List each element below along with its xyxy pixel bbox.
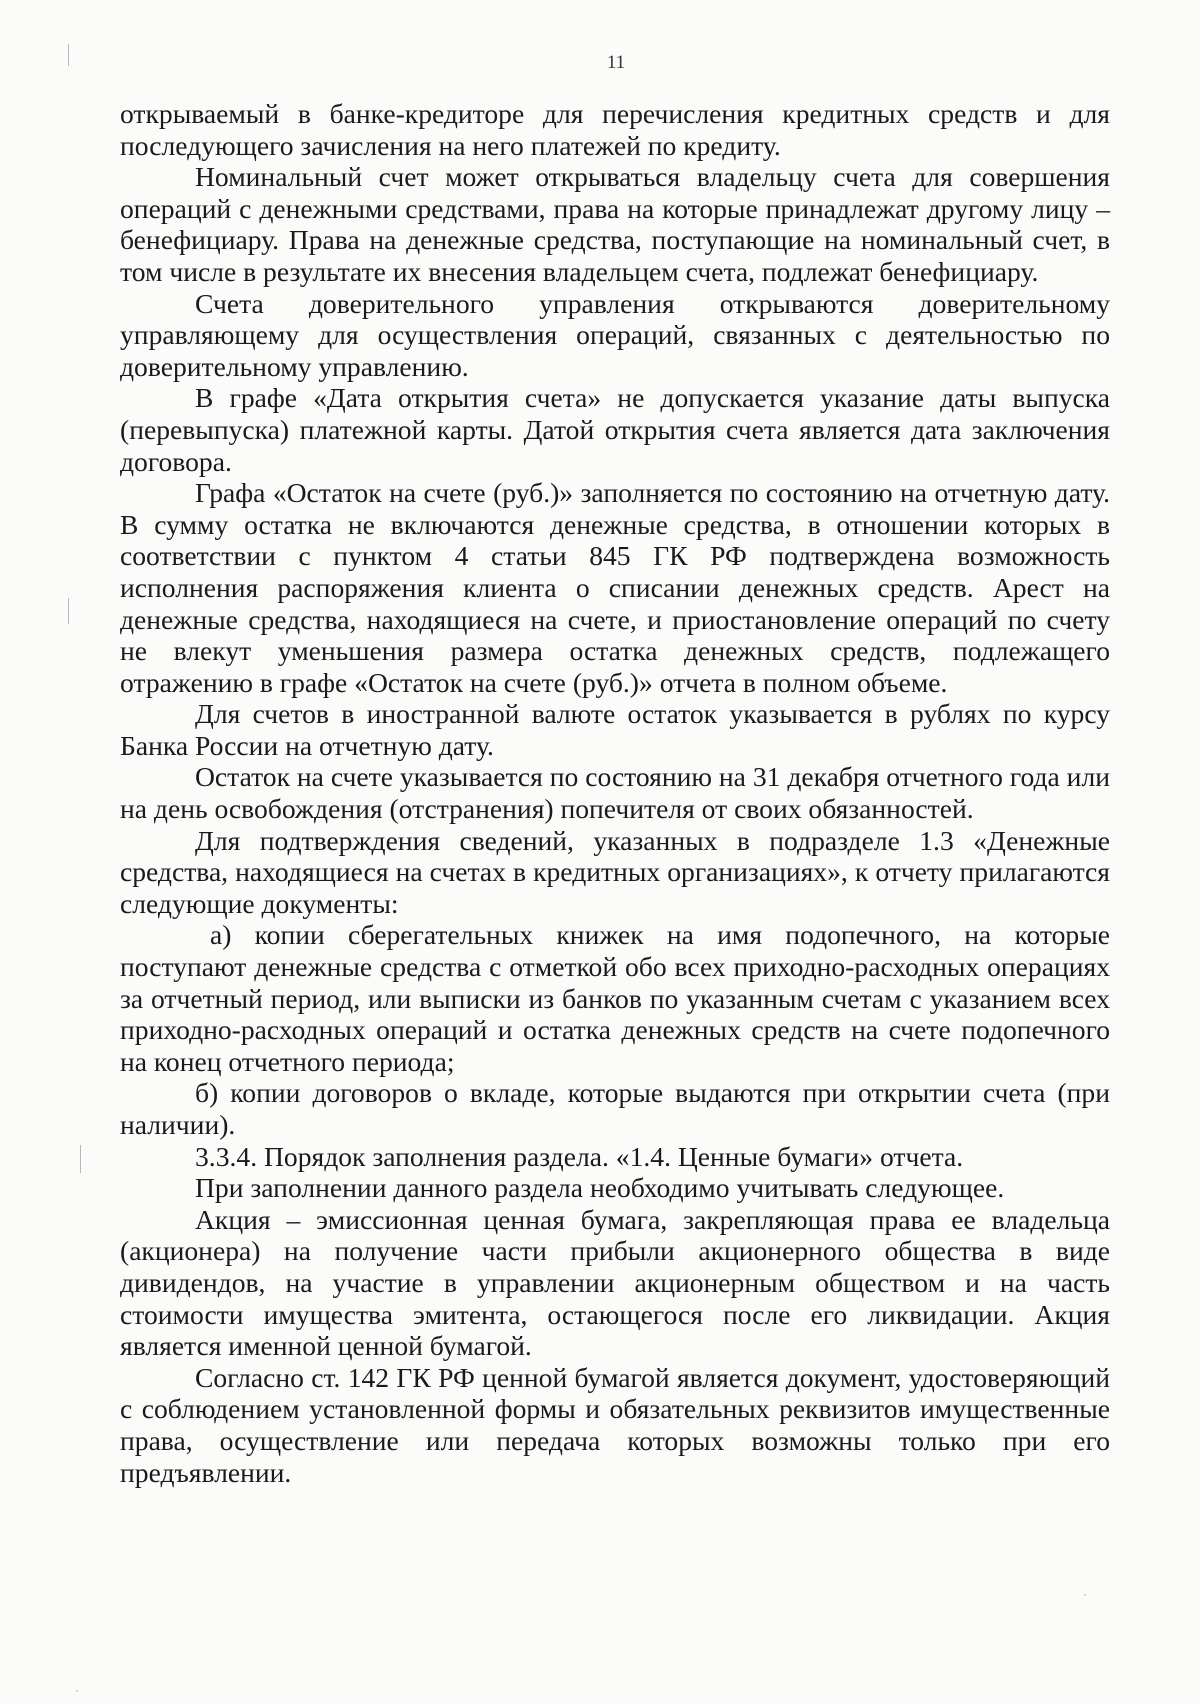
paragraph: Для счетов в иностранной валюте остаток указывается в рублях по курсу Банка России на отчетную дату. [120, 698, 1110, 761]
paragraph: Номинальный счет может открываться владельцу счета для совершения операций с денежными средствами, права на которые принадлежат другому лицу – бенефициару. Права на денежные средства, поступающие на номинальный счет, в том числе в результате их внесения владельцем счета, подлежат бенефициару. [120, 161, 1110, 287]
paragraph: Согласно ст. 142 ГК РФ ценной бумагой является документ, удостоверяющий с соблюдением установленной формы и обязательных реквизитов имущественные права, осуществление или передача которых возможны только при его предъявлении. [120, 1361, 1110, 1488]
document-body [120, 98, 1110, 1488]
paragraph: Акция – эмиссионная ценная бумага, закрепляющая права ее владельца (акционера) на получение части прибыли акционерного общества в виде дивидендов, на участие в управлении акционерным обществом и на часть стоимости имущества эмитента, остающегося после его ликвидации. Акция является именной ценной бумагой. [120, 1203, 1110, 1362]
paragraph: В графе «Дата открытия счета» не допускается указание даты выпуска (перевыпуска) платежной карты. Датой открытия счета является дата заключения договора. [120, 382, 1110, 477]
paragraph: Остаток на счете указывается по состоянию на 31 декабря отчетного года или на день освобождения (отстранения) попечителя от своих обязанностей. [120, 761, 1110, 825]
paragraph: открываемый в банке-кредиторе для перечисления кредитных средств и для последующего зачисления на него платежей по кредиту. [120, 98, 1110, 161]
list-item: б) копии договоров о вкладе, которые выдаются при открытии счета (при наличии). [120, 1077, 1110, 1140]
paragraph: Графа «Остаток на счете (руб.)» заполняется по состоянию на отчетную дату. В сумму остатка не включаются денежные средства, в отношении которых в соответствии с пунктом 4 статьи 845 ГК РФ подтверждена возможность исполнения распоряжения клиента о списании денежных средств. Арест на денежные средства, находящиеся на счете, и приостановление операций по счету не влекут уменьшения размера остатка денежных средств, подлежащего отражению в графе «Остаток на счете (руб.)» отчета в полном объеме. [120, 477, 1110, 698]
scan-speck [1084, 1594, 1086, 1596]
scan-edge-mark [68, 598, 69, 624]
page-number: 11 [606, 52, 626, 73]
list-item: а) копии сберегательных книжек на имя подопечного, на которые поступают денежные средства с отметкой обо всех приходно-расходных операциях за отчетный период, или выписки из банков по указанным счетам с указанием всех приходно-расходных операций и остатка денежных средств на счете подопечного на конец отчетного периода; [120, 919, 1110, 1077]
paragraph: Для подтверждения сведений, указанных в подразделе 1.3 «Денежные средства, находящиеся на счетах в кредитных организациях», к отчету прилагаются следующие документы: [120, 824, 1110, 919]
section-heading: 3.3.4. Порядок заполнения раздела. «1.4. Ценные бумаги» отчета. [195, 1140, 964, 1172]
paragraph: При заполнении данного раздела необходимо учитывать следующее. [195, 1172, 1005, 1204]
paragraph: Счета доверительного управления открываются доверительному управляющему для осуществления операций, связанных с деятельностью по доверительному управлению. [120, 287, 1110, 382]
scan-speck [76, 1690, 78, 1692]
scan-edge-mark [80, 1145, 81, 1173]
